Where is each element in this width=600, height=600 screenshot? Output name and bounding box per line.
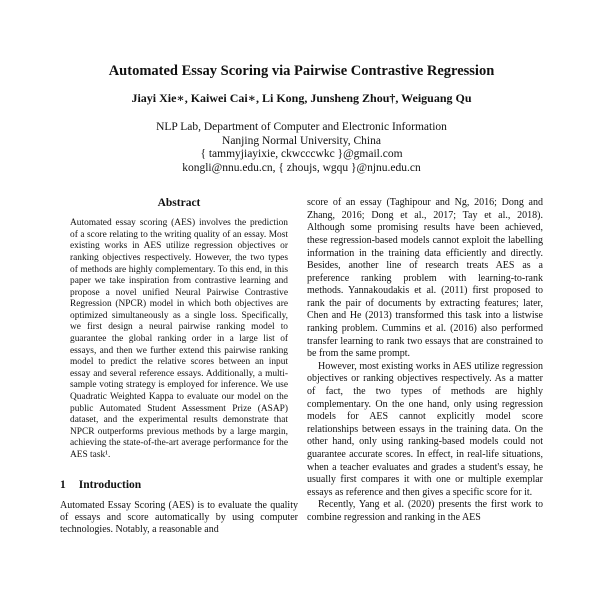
right-column-paragraph-1: score of an essay (Taghipour and Ng, 2016; Dong and Zhang, 2016; Dong et al., 2017; Tay et al., 2018). Although some promising results have been achieved, these regression-based models cannot exploit the labelling information in the training data efficiently and directly. Besides, another line of research treats AES as a preference ranking problem with learning-to-rank methods. Yannakoudakis et al. (2011) first proposed to rank the pair of documents by extracting features; later, Chen and He (2013) transformed this task into a listwise ranking problem. Cummins et al. (2016) also performed transfer learning to rank two essays that are constrained to be from the same prompt. [307,197,543,360]
section-title: Introduction [78,478,142,491]
left-column [60,197,298,536]
affiliation-department: NLP Lab, Department of Computer and Electronic Information [156,121,447,134]
section-heading-introduction [60,479,298,491]
right-column-paragraph-2: However, most existing works in AES utilize regression objectives or ranking objectives respectively. As a matter of fact, the two types of methods are highly complementary. On the one hand, only using regression models for AES cannot explicitly model score relationships between essays in the training data. On the other hand, only using ranking-based models could not guarantee accurate scores. In effect, in real-life situations, when a teacher evaluates and grades a student's essay, he usually first compares it with one or multiple exemplar essays as reference and then gives a specific score for it. [307,360,543,498]
affiliation-university: Nanjing Normal University, China [222,134,381,147]
affiliation-block [60,121,543,175]
right-column-paragraph-3: Recently, Yang et al. (2020) presents the first work to combine regression and ranking in the AES [307,499,543,523]
email-line-1: { tammyjiayixie, ckwcccwkc }@gmail.com [200,148,403,161]
paper-title: Automated Essay Scoring via Pairwise Contrastive Regression [108,63,495,79]
email-line-2: kongli@nnu.edu.cn, { zhoujs, wgqu }@njnu.edu.cn [182,161,421,174]
right-column [307,197,543,536]
section-number: 1 [60,478,66,491]
author-line: Jiayi Xie∗, Kaiwei Cai∗, Li Kong, Junsheng Zhou†, Weiguang Qu [131,91,472,106]
introduction-paragraph: Automated Essay Scoring (AES) is to evaluate the quality of essays and score automatically by using computer technologies. Notably, a reasonable and [60,499,298,535]
two-column-body [60,197,543,536]
abstract-text: Automated essay scoring (AES) involves the prediction of a score relating to the writing quality of an essay. Most existing works in AES utilize regression objectives or ranking objectives respectively. However, the two types of methods are highly complementary. To this end, in this paper we take inspiration from contrastive learning and propose a novel unified Neural Pairwise Contrastive Regression (NPCR) model in which both objectives are optimized simultaneously as a single loss. Specifically, we first design a neural pairwise ranking model to guarantee the global ranking order in a large list of essays, and then we further extend this pairwise ranking model to predict the relative scores between an input essay and several reference essays. Additionally, a multi-sample voting strategy is employed for inference. We use Quadratic Weighted Kappa to evaluate our model on the public Automated Student Assessment Prize (ASAP) dataset, and the experimental results demonstrate that NPCR outperforms previous methods by a large margin, achieving the state-of-the-art average performance for the AES task¹. [70,218,288,460]
abstract-heading: Abstract [157,197,201,210]
